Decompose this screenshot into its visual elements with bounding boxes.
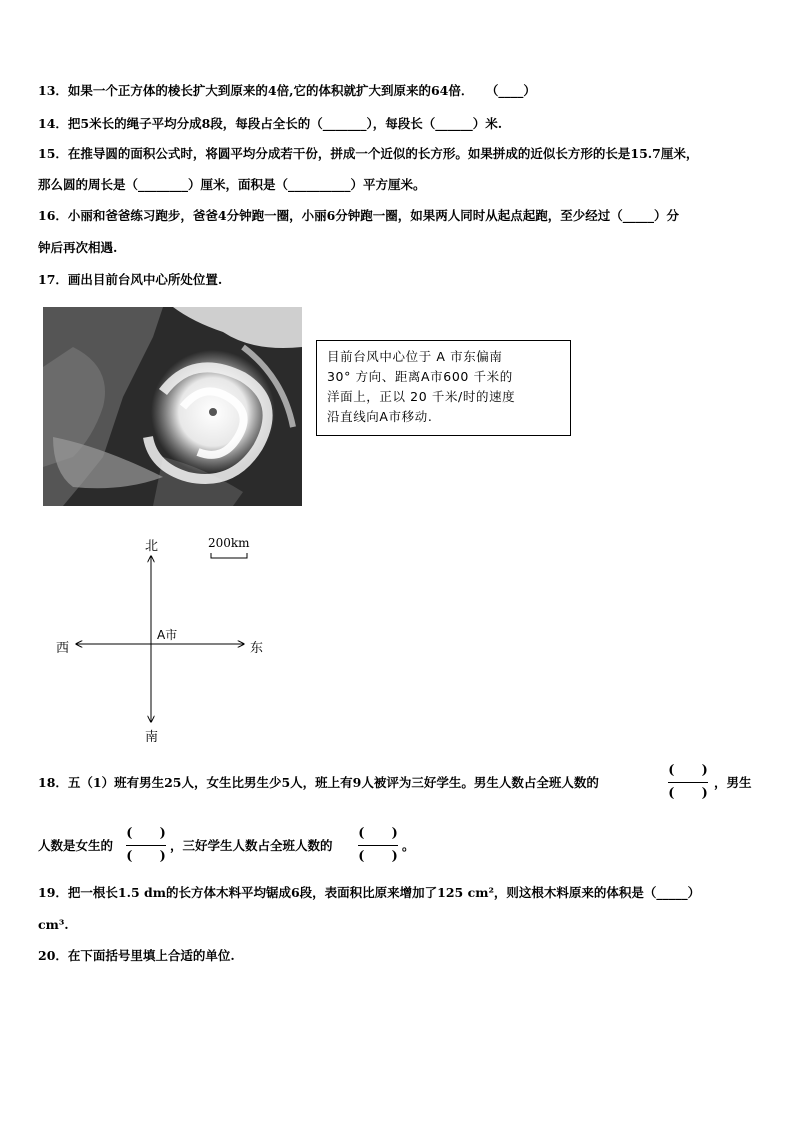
question-16-text-1: 16．小丽和爸爸练习跑步，爸爸4分钟跑一圈，小丽6分钟跑一圈，如果两人同时从起点起跑，至少经过（_____）分 <box>38 208 680 223</box>
info-line-2: 30° 方向、距离A市600 千米的 <box>327 369 513 384</box>
fraction-3-numerator[interactable]: ( ) <box>358 826 398 841</box>
west-label: 西 <box>56 641 70 656</box>
scale-label: 200km <box>208 536 250 550</box>
question-15-text-1: 15．在推导圆的面积公式时，将圆平均分成若干份，拼成一个近似的长方形。如果拼成的近似长方形的长是15.7厘米， <box>38 146 699 161</box>
question-18-tail-text: ，男生 <box>714 775 752 790</box>
fraction-2-bar <box>126 845 166 846</box>
question-18-tail <box>714 775 752 791</box>
question-18-line-2a <box>38 838 113 854</box>
question-17-text: 17．画出目前台风中心所处位置. <box>38 272 223 287</box>
question-19-line-2 <box>38 917 69 933</box>
question-18-end-text: 。 <box>402 838 415 853</box>
question-18-line-2b <box>170 838 333 854</box>
info-line-1: 目前台风中心位于 A 市东偏南 <box>327 349 503 364</box>
east-label: 东 <box>250 641 264 656</box>
city-a-label: A市 <box>157 628 178 642</box>
question-18-text-2b: ，三好学生人数占全班人数的 <box>170 838 333 853</box>
fraction-blank-1[interactable] <box>666 761 710 805</box>
fraction-2-numerator[interactable]: ( ) <box>126 826 166 841</box>
question-15-text-2: 那么圆的周长是（________）厘米，面积是（__________）平方厘米。 <box>38 177 426 192</box>
question-14-text: 14．把5米长的绳子平均分成8段，每段占全长的（_______），每段长（______）米. <box>38 116 503 131</box>
scale-bar <box>211 553 247 558</box>
fraction-2-denominator[interactable]: ( ) <box>126 849 166 864</box>
south-label: 南 <box>145 730 159 745</box>
fraction-1-denominator[interactable]: ( ) <box>668 786 708 801</box>
question-18-text-1: 18．五（1）班有男生25人，女生比男生少5人，班上有9人被评为三好学生。男生人数占全班人数的 <box>38 775 599 790</box>
question-13-text: 13．如果一个正方体的棱长扩大到原来的4倍,它的体积就扩大到原来的64倍． （____） <box>38 83 536 98</box>
question-20-text: 20．在下面括号里填上合适的单位. <box>38 948 235 963</box>
question-19-line-1 <box>38 885 700 901</box>
question-18-line-1 <box>38 775 599 791</box>
question-16-text-2: 钟后再次相遇. <box>38 240 118 255</box>
question-18-end <box>402 838 415 854</box>
fraction-blank-3[interactable] <box>356 824 400 868</box>
info-line-4: 沿直线向A市移动. <box>327 409 433 424</box>
question-19-text-2: cm³. <box>38 917 69 932</box>
north-label: 北 <box>145 539 159 554</box>
fraction-3-denominator[interactable]: ( ) <box>358 849 398 864</box>
fraction-3-bar <box>358 845 398 846</box>
info-line-3: 洋面上，正以 20 千米/时的速度 <box>327 389 516 404</box>
question-20 <box>38 948 235 964</box>
fraction-1-bar <box>668 782 708 783</box>
question-18-text-2a: 人数是女生的 <box>38 838 114 853</box>
fraction-blank-2[interactable] <box>124 824 168 868</box>
fraction-1-numerator[interactable]: ( ) <box>668 763 708 778</box>
question-19-text-1: 19．把一根长1.5 dm的长方体木料平均锯成6段，表面积比原来增加了125 cm²，则这根木料原来的体积是（_____） <box>38 885 701 900</box>
